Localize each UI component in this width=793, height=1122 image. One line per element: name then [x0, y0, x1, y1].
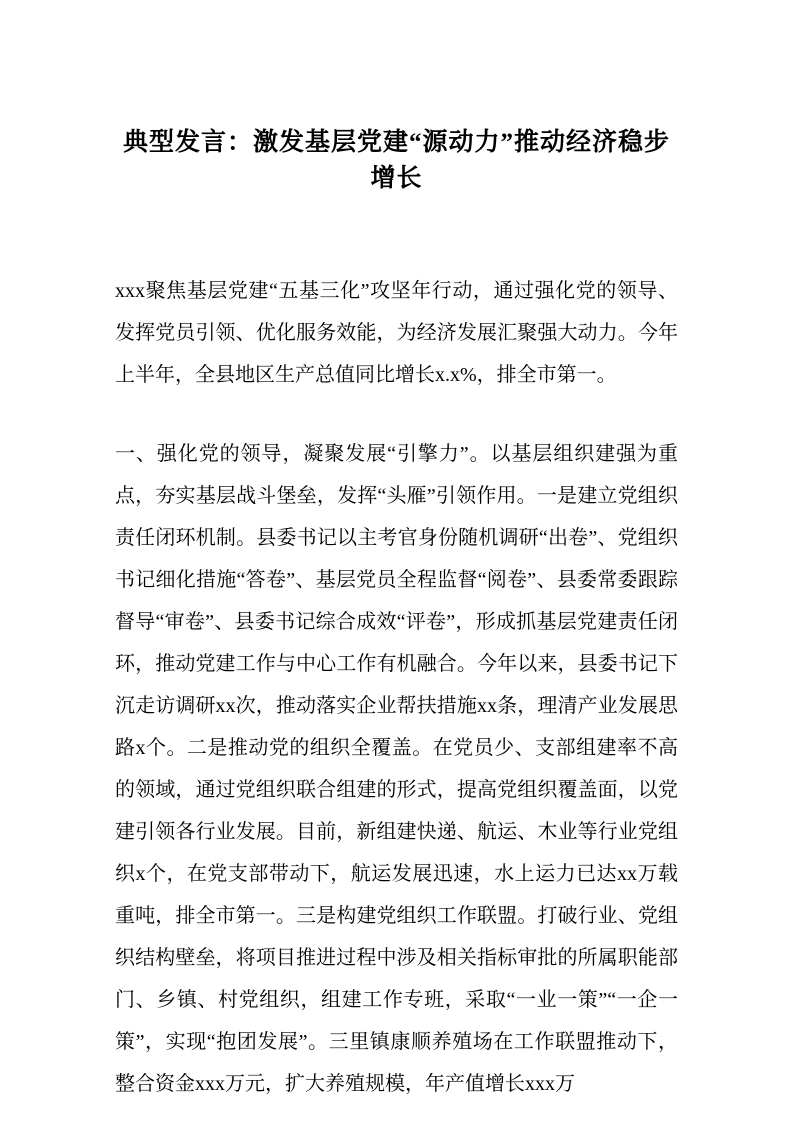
- document-title: 典型发言：激发基层党建“源动力”推动经济稳步增长: [122, 129, 670, 192]
- paragraph-section-one: 一、强化党的领导，凝聚发展“引擎力”。以基层组织建强为重点，夯实基层战斗堡垒，发挥“头雁”引领作用。一是建立党组织责任闭环机制。县委书记以主考官身份随机调研“出卷”、党组织书记细化措施“答卷”、基层党员全程监督“阅卷”、县委常委跟踪督导“审卷”、县委书记综合成效“评卷”，形成抓基层党建责任闭环，推动党建工作与中心工作有机融合。今年以来，县委书记下沉走访调研xx次，推动落实企业帮扶措施xx条，理清产业发展思路x个。二是推动党的组织全覆盖。在党员少、支部组建率不高的领域，通过党组织联合组建的形式，提高党组织覆盖面，以党建引领各行业发展。目前，新组建快递、航运、木业等行业党组织x个，在党支部带动下，航运发展迅速，水上运力已达xx万载重吨，排全市第一。三是构建党组织工作联盟。打破行业、党组织结构壁垒，将项目推进过程中涉及相关指标审批的所属职能部门、乡镇、村党组织，组建工作专班，采取“一业一策”“一企一策”，实现“抱团发展”。三里镇康顺养殖场在工作联盟推动下，整合资金xxx万元，扩大养殖规模，年产值增长xxx万: [115, 443, 678, 1095]
- paragraph-intro: xxx聚焦基层党建“五基三化”攻坚年行动，通过强化党的领导、发挥党员引领、优化服务效能，为经济发展汇聚强大动力。今年上半年，全县地区生产总值同比增长x.x%，排全市第一。: [115, 280, 678, 386]
